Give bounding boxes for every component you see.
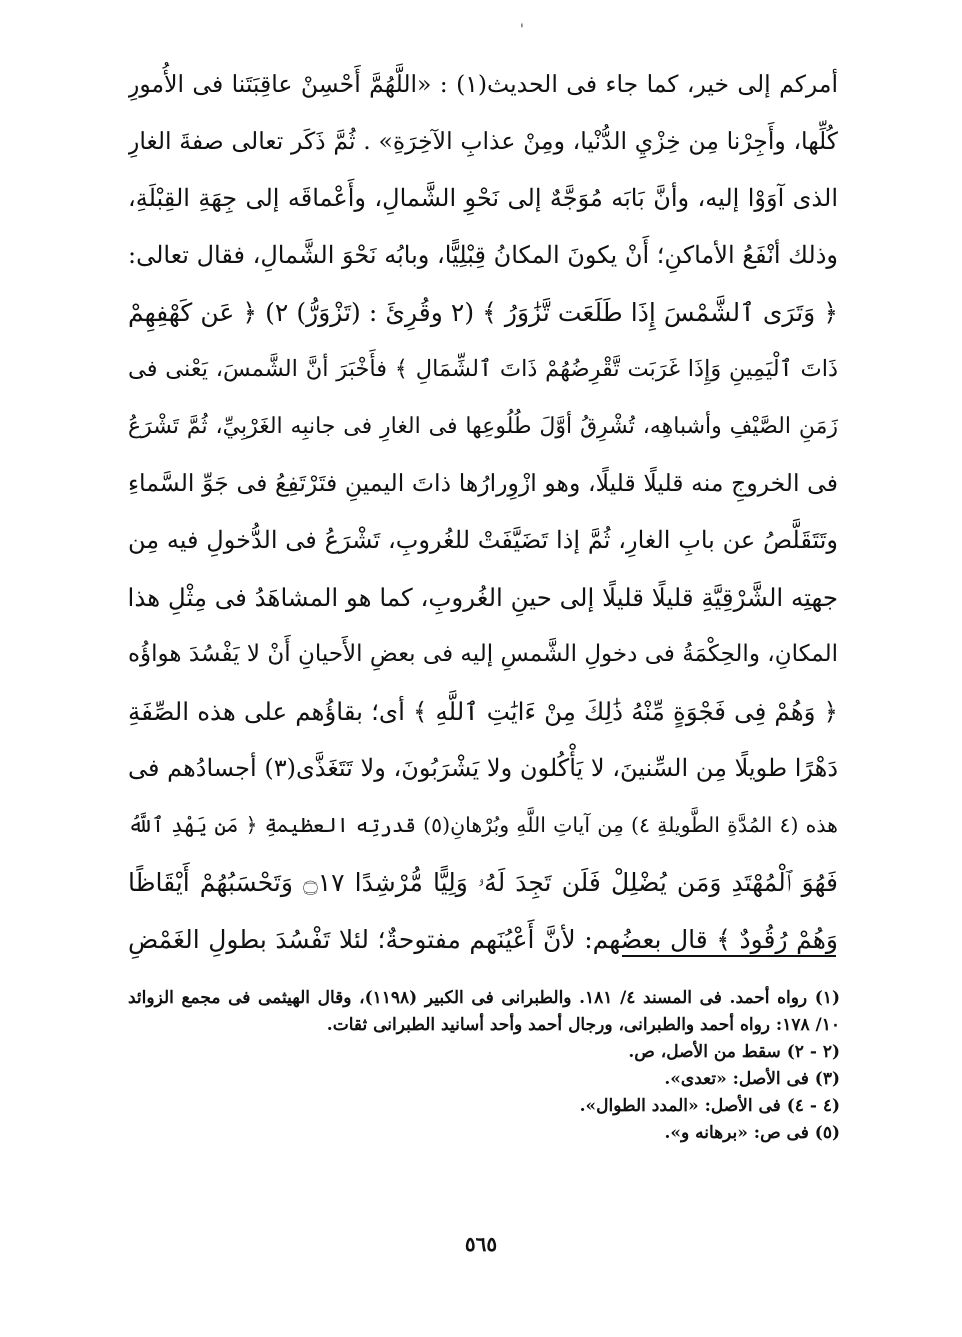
text-line: فَهُوَ ٱلْمُهْتَدِ وَمَن يُضْلِلْ فَلَن تَجِدَ لَهُۥ وَلِيًّا مُّرْشِدًا ۝١٧ وَتَحْسَبُهُمْ أَيْقَاظًا bbox=[128, 868, 838, 897]
text-line: الذى آوَوْا إليه، وأنَّ بَابَه مُوَجَّهٌ إلى نَحْوِ الشَّمالِ، وأَعْماقَه إلى جِهَةِ القِبْلَةِ، bbox=[128, 184, 838, 212]
text-line: دَهْرًا طويلًا مِن السِّنينَ، لا يَأْكُلون ولا يَشْرَبُونَ، ولا تَتَغَذَّى(٣) أجسادُهم فى bbox=[128, 754, 838, 782]
footnotes-block bbox=[128, 985, 840, 1147]
text-line: زَمَنِ الصَّيْفِ وأشباهِه، تُشْرِقُ أوَّلَ طُلُوعِها فى الغارِ فى جانبِه الغَرْبِيِّ، ثُمَّ تَشْرَعُ bbox=[128, 414, 838, 439]
text-line: ذَاتَ ٱلْيَمِينِ وَإِذَا غَرَبَت تَّقْرِضُهُمْ ذَاتَ ٱلشِّمَالِ ﴾ فأَخْبَرَ أنَّ الشَّمسَ، يَعْنى فى bbox=[128, 356, 838, 382]
footnote-line: (٢ - ٢) سقط من الأصل، ص. bbox=[628, 1042, 840, 1062]
text-line: أمركم إلى خير، كما جاء فى الحديث(١) : «اللَّهُمَّ أَحْسِنْ عاقِبَتَنا فى الأُمورِ bbox=[128, 70, 838, 98]
text-line: المكانِ، والحِكْمَةُ فى دخولِ الشَّمسِ إليه فى بعضِ الأَحيانِ أَنْ لا يَفْسُدَ هواؤُه bbox=[128, 641, 838, 667]
text-line: كُلِّها، وأَجِرْنا مِن خِزْيِ الدُّنْيا، ومِنْ عذابِ الآخِرَةِ» . ثُمَّ ذَكَر تعالى صفةَ الغارِ bbox=[128, 127, 838, 155]
text-line: ﴿ وَتَرَى ٱلشَّمْسَ إِذَا طَلَعَت تَّزَٰوَرُ ﴾ (٢ وقُرِئَ : (تَزْوَرُّ) ٢) ﴿ عَن كَهْفِهِمْ bbox=[128, 298, 838, 327]
footnote-line: (٤ - ٤) فى الأصل: «المدد الطوال». bbox=[579, 1096, 840, 1116]
text-line: وذلك أنْفَعُ الأماكنِ؛ أَنْ يكونَ المكانُ قِبْلِيًّا، وبابُه نَحْوَ الشَّمالِ، فقال تعالى: bbox=[128, 241, 838, 269]
footnote-line: (٣) فى الأصل: «تعدى». bbox=[664, 1069, 840, 1089]
footnote-divider bbox=[622, 955, 836, 957]
page-number: ٥٦٥ bbox=[464, 1232, 498, 1256]
footnote-line: ١٠/ ١٧٨: رواه أحمد والطبرانى، ورجال أحمد وأحد أسانيد الطبرانى ثقات. bbox=[326, 1015, 840, 1035]
text-line: وتَتَقَلَّصُ عن بابِ الغارِ، ثُمَّ إذا تَضَيَّفَتْ للغُروبِ، تَشْرَعُ فى الدُّخولِ فيه مِن bbox=[128, 526, 838, 554]
top-mark: ' bbox=[520, 22, 524, 38]
main-text-block bbox=[128, 56, 838, 968]
text-line: وَهُمْ رُقُودٌ ﴾ قال بعضُهم: لأنَّ أَعْيُنَهم مفتوحةٌ؛ لئلا تَفْسُدَ بطولِ الغَمْضِ bbox=[128, 925, 838, 954]
text-line: هذه (٤ المُدَّةِ الطَّويلةِ ٤) مِن آياتِ اللَّهِ وبُرْهانِ(٥) قدرتِه العظيمةِ ﴿ مَن يَهْدِ ٱللَّهُ bbox=[128, 813, 838, 837]
footnote-line: (٥) فى ص: «برهانه و». bbox=[664, 1123, 840, 1143]
footnote-line: (١) رواه أحمد. فى المسند ٤/ ١٨١. والطبرانى فى الكبير (١١٩٨)، وقال الهيثمى فى مجمع الزوائد bbox=[128, 988, 840, 1008]
text-line: ﴿ وَهُمْ فِى فَجْوَةٍ مِّنْهُ ذَٰلِكَ مِنْ ءَايَٰتِ ٱللَّهِ ﴾ أى؛ بقاؤُهم على هذه الصِّفَةِ bbox=[128, 697, 838, 726]
text-line: فى الخروجِ منه قليلًا قليلًا، وهو ازْوِرارُها ذاتَ اليمينِ فتَرْتَفِعُ فى جَوِّ السَّماءِ bbox=[128, 469, 838, 497]
text-line: جهتِه الشَّرْقِيَّةِ قليلًا قليلًا إلى حينِ الغُروبِ، كما هو المشاهَدُ فى مِثْلِ هذا bbox=[128, 583, 838, 612]
